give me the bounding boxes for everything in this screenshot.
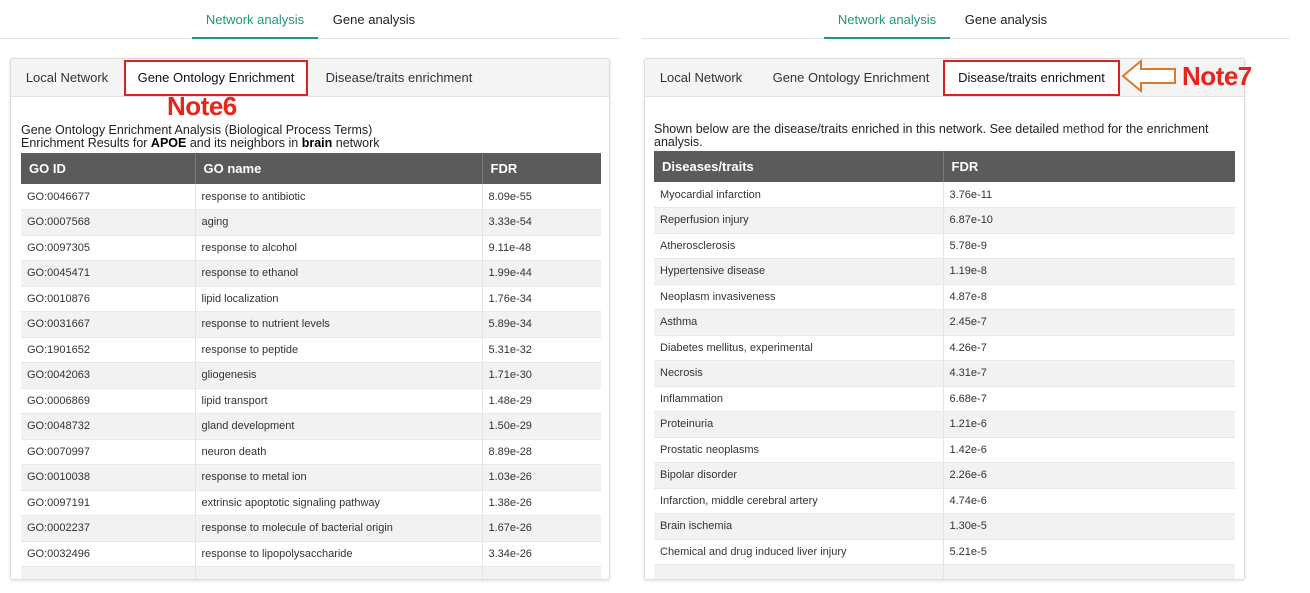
disease-table-row xyxy=(654,412,1235,438)
table-cell: Chemical and drug induced liver injury xyxy=(654,539,943,565)
table-cell: 8.09e-55 xyxy=(482,184,601,210)
disease-intro-text1: Shown below are the disease/traits enriched in this network. See detailed xyxy=(654,122,1060,136)
col-header-diseases-traits[interactable]: Diseases/traits xyxy=(654,151,943,182)
table-cell: 1.50e-29 xyxy=(482,414,601,440)
table-cell: Inflammation xyxy=(654,386,943,412)
table-row-partial xyxy=(21,567,601,581)
table-cell: GO:0048732 xyxy=(21,414,195,440)
disease-table-row xyxy=(654,310,1235,336)
disease-table-row xyxy=(654,259,1235,285)
arrow-left-icon xyxy=(1121,58,1179,94)
disease-table-row xyxy=(654,208,1235,234)
table-cell: 1.42e-6 xyxy=(943,437,1235,463)
table-cell: GO:0032496 xyxy=(21,541,195,567)
table-cell: GO:0045471 xyxy=(21,261,195,287)
go-table-row xyxy=(21,516,601,542)
table-cell: gliogenesis xyxy=(195,363,482,389)
col-header-go-name[interactable]: GO name xyxy=(195,153,482,184)
table-cell: response to antibiotic xyxy=(195,184,482,210)
table-cell: 4.74e-6 xyxy=(943,488,1235,514)
table-cell: 4.26e-7 xyxy=(943,335,1235,361)
tab-disease-traits-enrichment-right[interactable]: Disease/traits enrichment xyxy=(943,60,1120,96)
table-cell: Proteinuria xyxy=(654,412,943,438)
disease-table-row xyxy=(654,182,1235,208)
table-cell: Myocardial infarction xyxy=(654,182,943,208)
table-cell: GO:0002237 xyxy=(21,516,195,542)
table-cell: GO:0097305 xyxy=(21,235,195,261)
table-cell: Neoplasm invasiveness xyxy=(654,284,943,310)
table-cell: 1.38e-26 xyxy=(482,490,601,516)
table-cell: 1.76e-34 xyxy=(482,286,601,312)
disease-table-row xyxy=(654,514,1235,540)
table-cell: GO:1901652 xyxy=(21,337,195,363)
disease-card xyxy=(644,58,1245,580)
tab-disease-traits-enrichment[interactable]: Disease/traits enrichment xyxy=(325,70,473,85)
go-table-row xyxy=(21,337,601,363)
table-cell: 2.45e-7 xyxy=(943,310,1235,336)
table-cell: 5.89e-34 xyxy=(482,312,601,338)
go-table-row xyxy=(21,465,601,491)
table-cell-empty xyxy=(654,565,943,581)
table-cell: response to nutrient levels xyxy=(195,312,482,338)
col-header-fdr[interactable]: FDR xyxy=(482,153,601,184)
disease-table-row xyxy=(654,233,1235,259)
table-cell: 6.68e-7 xyxy=(943,386,1235,412)
table-cell: response to alcohol xyxy=(195,235,482,261)
table-cell: Necrosis xyxy=(654,361,943,387)
table-cell: 1.19e-8 xyxy=(943,259,1235,285)
table-cell: Prostatic neoplasms xyxy=(654,437,943,463)
go-table-row xyxy=(21,261,601,287)
disease-table-row xyxy=(654,463,1235,489)
tab-gene-ontology-enrichment[interactable]: Gene Ontology Enrichment xyxy=(124,60,308,96)
table-cell: 8.89e-28 xyxy=(482,439,601,465)
disease-table-row xyxy=(654,284,1235,310)
table-cell: Diabetes mellitus, experimental xyxy=(654,335,943,361)
table-cell: 6.87e-10 xyxy=(943,208,1235,234)
go-table-row xyxy=(21,490,601,516)
table-cell: 1.03e-26 xyxy=(482,465,601,491)
go-intro-line1: Gene Ontology Enrichment Analysis (Biological Process Terms) xyxy=(21,123,373,137)
table-cell: 5.78e-9 xyxy=(943,233,1235,259)
table-cell: 1.67e-26 xyxy=(482,516,601,542)
table-cell: GO:0010038 xyxy=(21,465,195,491)
intro-middle: and its neighbors in xyxy=(186,136,302,150)
table-cell: 1.99e-44 xyxy=(482,261,601,287)
method-link[interactable]: method xyxy=(1059,122,1105,136)
table-cell: GO:0006869 xyxy=(21,388,195,414)
table-cell: response to metal ion xyxy=(195,465,482,491)
nav-network-analysis-right[interactable]: Network analysis xyxy=(824,0,950,39)
disease-table xyxy=(654,151,1235,580)
go-table-row xyxy=(21,210,601,236)
table-cell: 1.30e-5 xyxy=(943,514,1235,540)
table-cell: Bipolar disorder xyxy=(654,463,943,489)
go-table-row xyxy=(21,363,601,389)
disease-table-row xyxy=(654,488,1235,514)
table-cell: Infarction, middle cerebral artery xyxy=(654,488,943,514)
table-cell-empty xyxy=(943,565,1235,581)
disease-table-row xyxy=(654,335,1235,361)
go-intro-line2 xyxy=(21,137,601,150)
table-cell: GO:0097191 xyxy=(21,490,195,516)
nav-gene-analysis[interactable]: Gene analysis xyxy=(332,12,416,27)
table-cell: Hypertensive disease xyxy=(654,259,943,285)
go-table-row xyxy=(21,312,601,338)
disease-table-row xyxy=(654,386,1235,412)
intro-tissue: brain xyxy=(301,136,333,150)
go-table-row xyxy=(21,439,601,465)
table-cell: 5.31e-32 xyxy=(482,337,601,363)
table-cell: Reperfusion injury xyxy=(654,208,943,234)
table-cell: GO:0042063 xyxy=(21,363,195,389)
table-cell: 4.87e-8 xyxy=(943,284,1235,310)
table-cell: GO:0031667 xyxy=(21,312,195,338)
table-cell: GO:0007568 xyxy=(21,210,195,236)
table-cell: lipid localization xyxy=(195,286,482,312)
col-header-fdr-right[interactable]: FDR xyxy=(943,151,1235,182)
tab-local-network-right[interactable]: Local Network xyxy=(659,70,743,85)
table-cell: GO:0070997 xyxy=(21,439,195,465)
col-header-go-id[interactable]: GO ID xyxy=(21,153,195,184)
table-cell: 3.33e-54 xyxy=(482,210,601,236)
note7-label: Note7 xyxy=(1182,61,1252,91)
table-cell-empty xyxy=(21,567,195,581)
table-cell: response to peptide xyxy=(195,337,482,363)
nav-network-analysis[interactable]: Network analysis xyxy=(192,0,318,39)
tab-local-network[interactable]: Local Network xyxy=(25,70,109,85)
disease-intro xyxy=(654,123,1214,149)
go-intro xyxy=(21,124,601,150)
disease-table-row xyxy=(654,437,1235,463)
intro-gene: APOE xyxy=(150,136,187,150)
table-cell: neuron death xyxy=(195,439,482,465)
go-table xyxy=(21,153,601,580)
intro-suffix: network xyxy=(332,136,380,150)
table-cell: aging xyxy=(195,210,482,236)
go-table-row xyxy=(21,184,601,210)
disease-table-header xyxy=(654,151,1235,182)
table-cell-empty xyxy=(195,567,482,581)
card-tabs xyxy=(11,59,609,97)
table-cell: 1.48e-29 xyxy=(482,388,601,414)
note6-label: Note6 xyxy=(167,91,237,121)
go-table-row xyxy=(21,235,601,261)
tab-gene-ontology-enrichment-right[interactable]: Gene Ontology Enrichment xyxy=(772,70,930,85)
table-cell: Asthma xyxy=(654,310,943,336)
table-cell: response to molecule of bacterial origin xyxy=(195,516,482,542)
disease-table-row xyxy=(654,539,1235,565)
table-cell: response to lipopolysaccharide xyxy=(195,541,482,567)
table-cell: Atherosclerosis xyxy=(654,233,943,259)
table-cell: 1.21e-6 xyxy=(943,412,1235,438)
go-table-row xyxy=(21,286,601,312)
table-cell: response to ethanol xyxy=(195,261,482,287)
table-cell: 3.76e-11 xyxy=(943,182,1235,208)
table-cell: GO:0046677 xyxy=(21,184,195,210)
top-nav xyxy=(0,0,620,39)
table-cell: Brain ischemia xyxy=(654,514,943,540)
table-cell: extrinsic apoptotic signaling pathway xyxy=(195,490,482,516)
table-cell: 3.34e-26 xyxy=(482,541,601,567)
table-cell: 9.11e-48 xyxy=(482,235,601,261)
table-cell: gland development xyxy=(195,414,482,440)
table-cell-empty xyxy=(482,567,601,581)
intro-prefix: Enrichment Results for xyxy=(21,136,151,150)
go-table-header xyxy=(21,153,601,184)
go-table-row xyxy=(21,541,601,567)
disease-intro-text2: for the enrichment analysis. xyxy=(654,122,1209,149)
disease-table-row xyxy=(654,361,1235,387)
enrichment-card xyxy=(10,58,610,580)
table-cell: 5.21e-5 xyxy=(943,539,1235,565)
top-nav-right xyxy=(642,0,1290,39)
nav-gene-analysis-right[interactable]: Gene analysis xyxy=(964,12,1048,27)
go-table-row xyxy=(21,414,601,440)
table-cell: lipid transport xyxy=(195,388,482,414)
table-cell: 4.31e-7 xyxy=(943,361,1235,387)
table-cell: GO:0010876 xyxy=(21,286,195,312)
go-table-row xyxy=(21,388,601,414)
table-cell: 1.71e-30 xyxy=(482,363,601,389)
table-cell: 2.26e-6 xyxy=(943,463,1235,489)
table-row-partial xyxy=(654,565,1235,581)
